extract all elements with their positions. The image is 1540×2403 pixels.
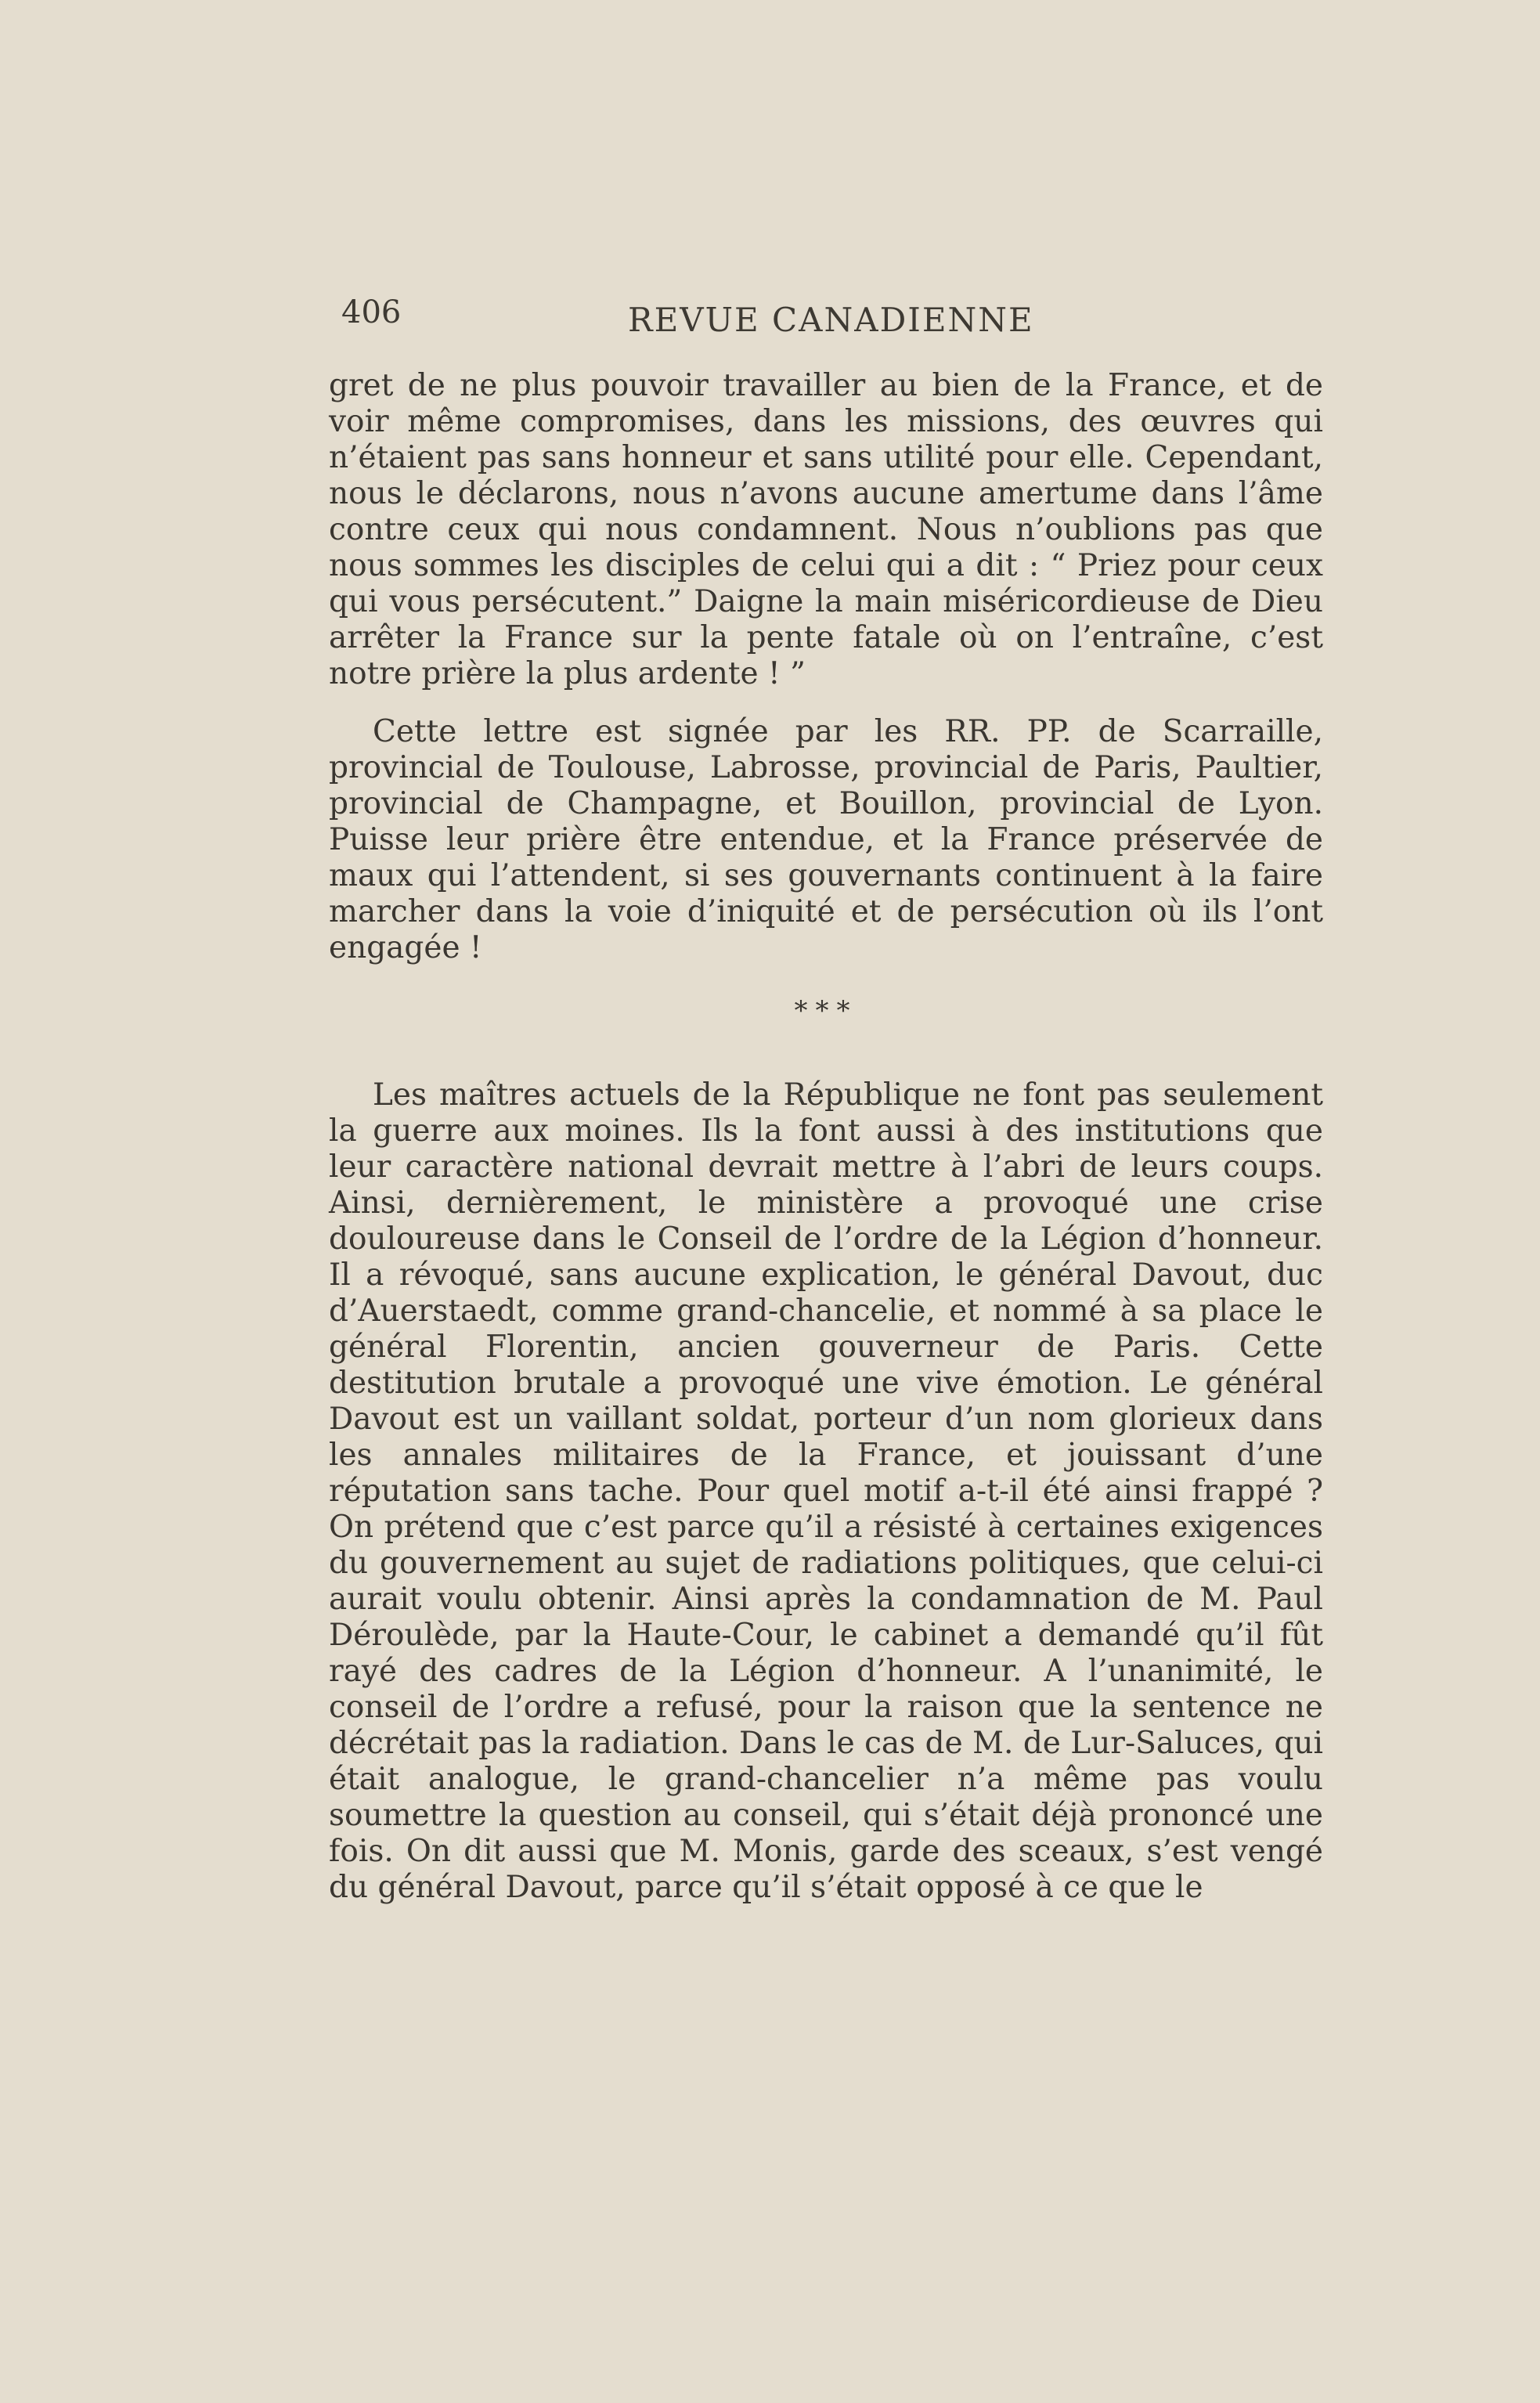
paragraph-signatories: Cette lettre est signée par les RR. PP. de Scarraille, provincial de Toulouse, Labrosse, provincial de Paris, Paultier, provincial de Champagne, et Bouillon, provincial de Lyon. Puisse leur prière être entendue, et la France préservée de maux qui l’attendent, si ses gouvernants continuent à la faire marcher dans la voie d’iniquité et de persécution où ils l’ont engagée !	[329, 714, 1323, 965]
paragraph-letter-end: gret de ne plus pouvoir travailler au bien de la France, et de voir même compromises, dans les missions, des œuvres qui n’étaient pas sans honneur et sans utilité pour elle. Cependant, nous le déclarons, nous n’avons aucune amertume dans l’âme contre ceux qui nous condamnent. Nous n’oublions pas que nous sommes les disciples de celui qui a dit : “ Priez pour ceux qui vous persécutent.” Daigne la main miséricordieuse de Dieu arrêter la France sur la pente fatale où on l’entraîne, c’est notre prière la plus ardente ! ”	[329, 368, 1323, 691]
section-separator: ***	[794, 995, 858, 1027]
paragraph-legion-honneur: Les maîtres actuels de la République ne font pas seulement la guerre aux moines. Ils la font aussi à des institutions que leur caractère national devrait mettre à l’abri de leurs coups. Ainsi, dernièrement, le ministère a provoqué une crise douloureuse dans le Conseil de l’ordre de la Légion d’honneur. Il a révoqué, sans aucune explication, le général Davout, duc d’Auerstaedt, comme grand-chancelie, et nommé à sa place le général Florentin, ancien gouverneur de Paris. Cette destitution brutale a provoqué une vive émotion. Le général Davout est un vaillant soldat, porteur d’un nom glorieux dans les annales militaires de la France, et jouissant d’une réputation sans tache. Pour quel motif a-t-il été ainsi frappé ? On prétend que c’est parce qu’il a résisté à certaines exigences du gouvernement au sujet de radiations politiques, que celui-ci aurait voulu obtenir. Ainsi après la condamnation de M. Paul Déroulède, par la Haute-Cour, le cabinet a demandé qu’il fût rayé des cadres de la Légion d’honneur. A l’unanimité, le conseil de l’ordre a refusé, pour la raison que la sentence ne décrétait pas la radiation. Dans le cas de M. de Lur-Saluces, qui était analogue, le grand-chancelier n’a même pas voulu soumettre la question au conseil, qui s’était déjà prononcé une fois. On dit aussi que M. Monis, garde des sceaux, s’est vengé du général Davout, parce qu’il s’était opposé à ce que le	[329, 1077, 1323, 1905]
article-body	[329, 368, 1323, 1928]
journal-title: REVUE CANADIENNE	[628, 301, 1034, 339]
page-number: 406	[341, 294, 402, 330]
running-head	[338, 291, 1325, 338]
